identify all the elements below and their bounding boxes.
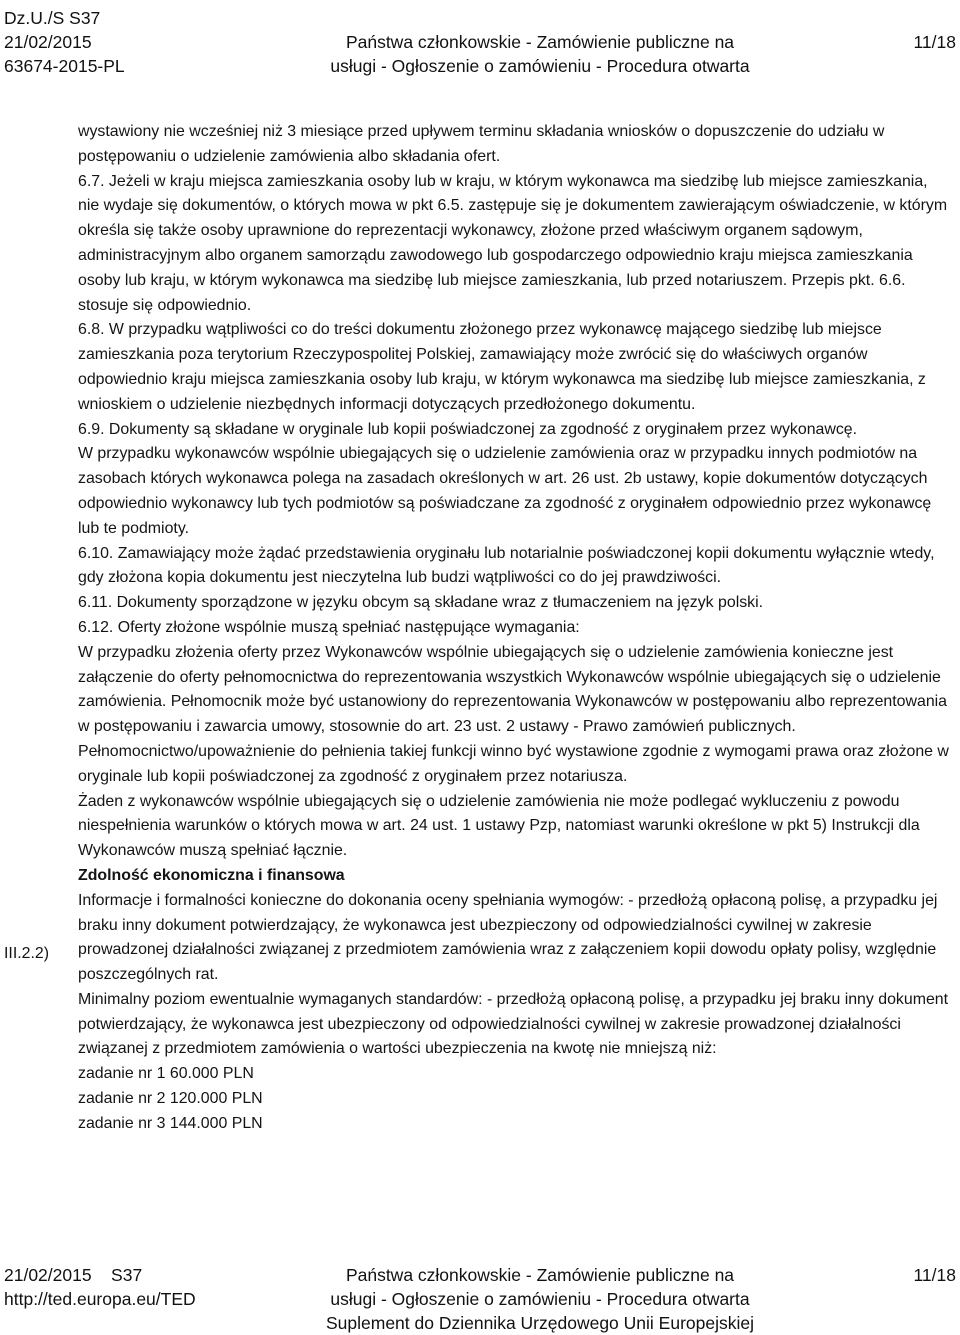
footer-page-number: 11/18: [913, 1265, 956, 1285]
paragraph: 6.7. Jeżeli w kraju miejsca zamieszkania osoby lub w kraju, w którym wykonawca ma siedzibę lub miejsce zamieszkania, nie wydaje się dokumentów, o których mowa w pkt 6.5. zastępuje się je dokumentem zawierającym oświadczenie, w którym określa się także osoby uprawnione do reprezentacji wykonawcy, złożone przed właściwym organem sądowym, administracyjnym albo organem samorządu zawodowego lub gospodarczego odpowiednio kraju miejsca zamieszkania osoby lub kraju, w którym wykonawca ma siedzibę lub miejsce zamieszkania, lub przed notariuszem. Przepis pkt. 6.6. stosuje się odpowiednio.: [78, 172, 948, 314]
footer-series: S37: [111, 1265, 143, 1285]
header-right: [914, 30, 957, 54]
paragraph: 6.10. Zamawiający może żądać przedstawienia oryginału lub notarialnie poświadczonej kopii dokumentu wyłącznie wtedy, gdy złożona kopia dokumentu jest nieczytelna lub budzi wątpliwości co do jej prawdziwości.: [78, 544, 935, 587]
notice-id: 63674-2015-PL: [4, 56, 125, 76]
document-body: [78, 120, 952, 1137]
footer-center: [270, 1263, 810, 1335]
section-heading: Zdolność ekonomiczna i finansowa: [78, 866, 345, 884]
paragraph: 6.8. W przypadku wątpliwości co do treści dokumentu złożonego przez wykonawcę mającego siedzibę lub miejsce zamieszkania poza terytorium Rzeczypospolitej Polskiej, zamawiający może zwrócić się do właściwych organów odpowiednio kraju miejsca zamieszkania osoby lub kraju, w którym wykonawca ma siedzibę lub miejsce zamieszkania, z wnioskiem o udzielenie niezbędnych informacji dotyczących przedłożonego dokumentu.: [78, 321, 926, 413]
list-item: zadanie nr 1 60.000 PLN: [78, 1065, 254, 1083]
header-center: [270, 30, 810, 78]
section-paragraph: Informacje i formalności konieczne do dokonania oceny spełniania wymogów: - przedłożą opłaconą polisę, a przypadku jej braku inny dokument potwierdzający, że wykonawca jest ubezpieczony od odpowiedzialności cywilnej w zakresie prowadzonej działalności związanej z przedmiotem zamówienia wraz z załączeniem kopii dowodu opłaty polisy, względnie poszczególnych rat.: [78, 891, 938, 984]
paragraph: 6.11. Dokumenty sporządzone w języku obcym są składane wraz z tłumaczeniem na język polski.: [78, 594, 764, 612]
ted-link[interactable]: http://ted.europa.eu/TED: [4, 1289, 196, 1309]
header-title-line2: usługi - Ogłoszenie o zamówieniu - Procedura otwarta: [330, 56, 750, 76]
footer-title-line1: Państwa członkowskie - Zamówienie publiczne na: [345, 1265, 735, 1285]
paragraph: 6.12. Oferty złożone wspólnie muszą spełniać następujące wymagania:: [78, 618, 580, 636]
footer-left: [4, 1263, 196, 1311]
footer-date: 21/02/2015: [4, 1265, 92, 1285]
list-item: zadanie nr 2 120.000 PLN: [78, 1090, 263, 1108]
footer-title-line2: usługi - Ogłoszenie o zamówieniu - Procedura otwarta: [330, 1289, 750, 1309]
header-left: [4, 6, 125, 78]
footer-title-line3: Suplement do Dziennika Urzędowego Unii Europejskiej: [325, 1313, 754, 1333]
footer-date-series: [4, 1263, 196, 1287]
header-page-number: 11/18: [913, 32, 956, 52]
section-paragraph: Minimalny poziom ewentualnie wymaganych standardów: - przedłożą opłaconą polisę, a przypadku jej braku inny dokument potwierdzający, że wykonawca jest ubezpieczony od odpowiedzialności cywilnej w zakresie prowadzonej działalności związanej z przedmiotem zamówienia o wartości ubezpieczenia na kwotę nie mniejszą niż:: [78, 990, 949, 1058]
section-number: III.2.2): [4, 945, 50, 962]
paragraph: wystawiony nie wcześniej niż 3 miesiące przed upływem terminu składania wniosków o dopuszczenie do udziału w postępowaniu o udzielenie zamówienia albo składania ofert.: [78, 123, 885, 165]
paragraph: 6.9. Dokumenty są składane w oryginale lub kopii poświadczonej za zgodność z oryginałem przez wykonawcę.: [78, 420, 858, 438]
paragraph: W przypadku złożenia oferty przez Wykonawców wspólnie ubiegających się o udzielenie zamówienia konieczne jest załączenie do oferty pełnomocnictwa do reprezentowania wszystkich Wykonawców wspólnie ubiegających się o udzielenie zamówienia. Pełnomocnik może być ustanowiony do reprezentowania Wykonawców w postępowaniu albo reprezentowania w postępowaniu i zawarcia umowy, stosownie do art. 23 ust. 2 ustawy - Prawo zamówień publicznych. Pełnomocnictwo/upoważnienie do pełnienia takiej funkcji winno być wystawione zgodnie z wymogami prawa oraz złożone w oryginale lub kopii poświadczonej za zgodność z oryginałem przez notariusza.: [78, 643, 949, 785]
paragraph: Żaden z wykonawców wspólnie ubiegających się o udzielenie zamówienia nie może podlegać wykluczeniu z powodu niespełnienia warunków o których mowa w art. 24 ust. 1 ustawy Pzp, natomiast warunki określone w pkt 5) Instrukcji dla Wykonawców muszą spełniać łącznie.: [78, 792, 920, 860]
paragraph: W przypadku wykonawców wspólnie ubiegających się o udzielenie zamówienia oraz w przypadku innych podmiotów na zasobach których wykonawca polega na zasadach określonych w art. 26 ust. 2b ustawy, kopie dokumentów dotyczących odpowiednio wykonawcy lub tych podmiotów są poświadczane za zgodność z oryginałem odpowiednio przez wykonawcę lub te podmioty.: [78, 445, 932, 537]
list-item: zadanie nr 3 144.000 PLN: [78, 1114, 263, 1132]
header-date: 21/02/2015: [4, 32, 92, 52]
journal-reference: Dz.U./S S37: [4, 8, 101, 28]
header-title-line1: Państwa członkowskie - Zamówienie publiczne na: [345, 32, 735, 52]
footer-right: [914, 1263, 957, 1287]
